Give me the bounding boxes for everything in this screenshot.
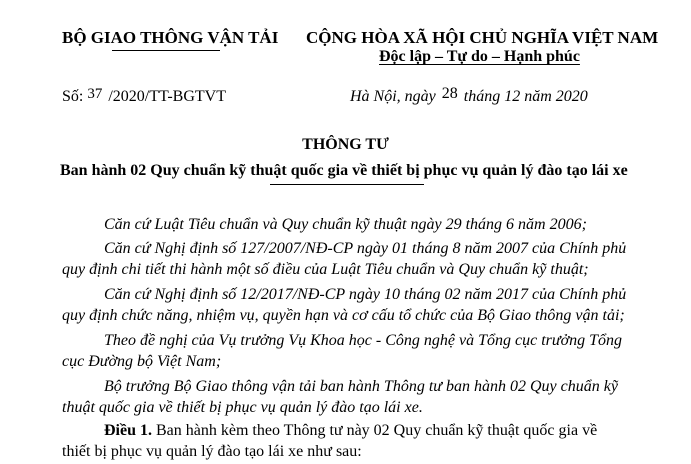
- article-1: [62, 420, 691, 462]
- document-type-title: THÔNG TƯ: [302, 136, 389, 153]
- date-month: 12: [504, 88, 521, 105]
- document-number: [62, 88, 226, 106]
- preamble-line: Bộ trưởng Bộ Giao thông vận tải ban hành Thông tư ban hành 02 Quy chuẩn kỹ: [104, 378, 618, 395]
- preamble-line: thuật quốc gia về thiết bị phục vụ quản lý đào tạo lái xe.: [62, 399, 423, 416]
- preamble-paragraph-2: [62, 238, 691, 280]
- ministry-underline: [112, 50, 220, 51]
- doc-number-prefix: Số:: [62, 88, 84, 105]
- preamble-line: Căn cứ Nghị định số 12/2017/NĐ-CP ngày 10 tháng 02 năm 2017 của Chính phủ: [104, 286, 627, 303]
- doc-number-value: 37: [87, 86, 103, 102]
- date-year: năm 2020: [524, 88, 588, 105]
- doc-number-suffix: /2020/TT-BGTVT: [108, 88, 226, 105]
- preamble-line: Căn cứ Nghị định số 127/2007/NĐ-CP ngày 01 tháng 8 năm 2007 của Chính phủ: [104, 240, 627, 257]
- article-1-line: thiết bị phục vụ quản lý đào tạo lái xe như sau:: [62, 443, 362, 460]
- date-day: 28: [441, 85, 458, 102]
- article-1-text: Ban hành kèm theo Thông tư này 02 Quy chuẩn kỹ thuật quốc gia về: [156, 422, 598, 439]
- preamble-paragraph-3: [62, 284, 691, 326]
- preamble-paragraph-4: [62, 330, 691, 372]
- preamble-line: quy định chi tiết thi hành một số điều của Luật Tiêu chuẩn và Quy chuẩn kỹ thuật;: [62, 261, 589, 278]
- subject-underline: [270, 184, 424, 185]
- preamble-line: Căn cứ Luật Tiêu chuẩn và Quy chuẩn kỹ thuật ngày 29 tháng 6 năm 2006;: [104, 216, 587, 233]
- article-1-label: Điều 1.: [104, 422, 152, 439]
- preamble-paragraph-1: [62, 214, 691, 235]
- preamble-line: quy định chức năng, nhiệm vụ, quyền hạn và cơ cấu tổ chức của Bộ Giao thông vận tải;: [62, 307, 625, 324]
- document-subject: Ban hành 02 Quy chuẩn kỹ thuật quốc gia về thiết bị phục vụ quản lý đào tạo lái xe: [60, 162, 628, 179]
- date-month-label: tháng: [463, 88, 501, 105]
- ministry-name: BỘ GIAO THÔNG VẬN TẢI: [62, 28, 279, 47]
- country-name: CỘNG HÒA XÃ HỘI CHỦ NGHĨA VIỆT NAM: [306, 28, 659, 47]
- issue-date: [350, 85, 588, 106]
- preamble-line: cục Đường bộ Việt Nam;: [62, 353, 222, 370]
- preamble-line: Theo đề nghị của Vụ trưởng Vụ Khoa học - Công nghệ và Tổng cục trưởng Tổng: [104, 332, 623, 349]
- national-motto: Độc lập – Tự do – Hạnh phúc: [379, 48, 580, 65]
- date-place: Hà Nội, ngày: [350, 88, 436, 105]
- article-1-line: [62, 420, 691, 441]
- preamble-paragraph-5: [62, 376, 691, 418]
